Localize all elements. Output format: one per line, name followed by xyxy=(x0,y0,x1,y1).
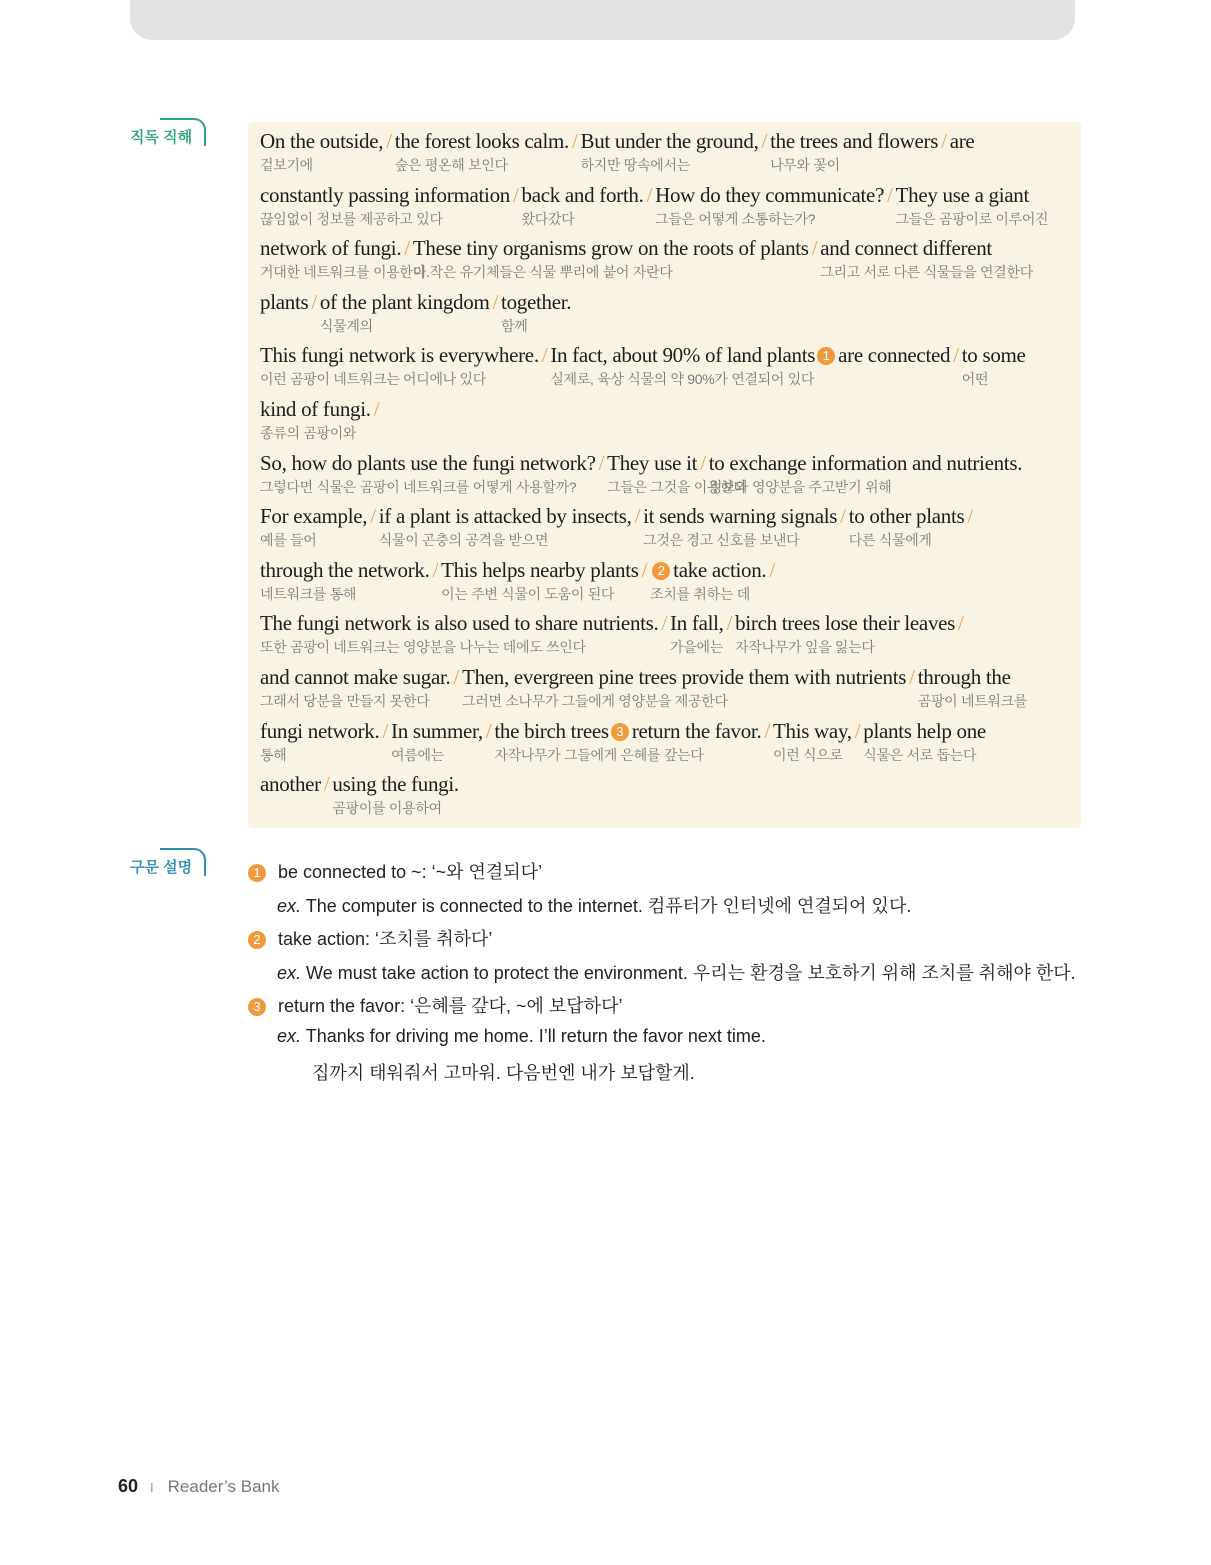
chunk xyxy=(580,129,759,173)
reading-line xyxy=(260,504,1029,558)
reading-line xyxy=(260,772,1029,826)
chunk xyxy=(848,504,965,549)
example-label: ex. xyxy=(277,962,302,983)
english-chunk: through the network. xyxy=(260,557,430,582)
english-chunk: are xyxy=(949,129,975,153)
slash-divider: / xyxy=(941,129,947,153)
slash-divider: / xyxy=(854,718,861,743)
reading-line xyxy=(260,236,1033,290)
slash-divider: / xyxy=(370,504,376,529)
slash-divider: / xyxy=(323,772,330,797)
chunk xyxy=(670,611,724,656)
marker-2-icon: 2 xyxy=(248,931,266,949)
note-phrase: be connected to ~: ‘~와 연결되다’ xyxy=(278,862,543,882)
top-header-bar xyxy=(130,0,1075,40)
section-tag-grammar xyxy=(130,848,206,876)
korean-translation: 그들은 그것을 이용한다 xyxy=(607,478,747,495)
korean-translation: 이런 곰팡이 네트워크는 어디에나 있다 xyxy=(260,371,486,388)
chunk xyxy=(260,504,368,549)
section-tag-label: 구문 설명 xyxy=(130,859,193,876)
chunk xyxy=(863,718,986,763)
english-chunk: to exchange information and nutrients. xyxy=(708,450,1023,475)
korean-translation: 그들은 곰팡이로 이루어진 xyxy=(895,210,1049,227)
slash-divider: / xyxy=(404,236,410,261)
note-phrase-row xyxy=(248,992,1076,1026)
korean-translation: 어떤 xyxy=(961,371,989,388)
slash-divider: / xyxy=(634,504,641,529)
english-chunk: In fall, xyxy=(670,611,724,636)
chunk xyxy=(319,289,490,334)
english-chunk: So, how do plants use the fungi network? xyxy=(260,450,596,475)
note-example-row xyxy=(248,959,1076,993)
english-chunk: network of fungi. xyxy=(260,236,402,261)
marker-3-icon: 3 xyxy=(611,723,629,741)
chunk xyxy=(770,129,939,173)
korean-translation: 곰팡이를 이용하여 xyxy=(332,800,442,817)
korean-translation: 그리고 서로 다른 식물들을 연결한다 xyxy=(820,264,1033,281)
english-chunk: constantly passing information xyxy=(260,182,510,207)
slash-divider: / xyxy=(661,611,668,636)
chunk xyxy=(501,289,572,334)
note-example-row xyxy=(248,1026,1076,1060)
english-chunk: take action. xyxy=(673,557,767,582)
english-chunk: together. xyxy=(501,289,572,314)
english-chunk: back and forth. xyxy=(521,182,644,207)
korean-translation: 그러면 소나무가 그들에게 영양분을 제공한다 xyxy=(462,692,728,709)
section-tag-label: 직독 직해 xyxy=(130,129,193,146)
reading-line xyxy=(260,719,1029,773)
korean-translation: 나무와 꽃이 xyxy=(770,157,840,173)
english-chunk: kind of fungi. xyxy=(260,396,371,421)
example-sentence: Thanks for driving me home. I’ll return the favor next time. xyxy=(305,1025,766,1046)
chunk xyxy=(521,182,644,227)
slash-divider: / xyxy=(386,129,392,153)
chunk xyxy=(332,772,459,817)
slash-divider: / xyxy=(953,343,959,368)
english-chunk: Then, evergreen pine trees provide them with nutrients xyxy=(462,664,907,689)
reading-line xyxy=(260,558,1029,612)
korean-translation: 겉보기에 xyxy=(260,157,313,173)
slash-divider: / xyxy=(958,611,964,636)
footer-separator: I xyxy=(150,1480,154,1495)
slash-divider: / xyxy=(492,289,499,314)
korean-translation: 통해 xyxy=(260,746,287,763)
chunk xyxy=(260,664,451,709)
grammar-notes xyxy=(248,858,1076,1093)
korean-translation: 그래서 당분을 만들지 못한다 xyxy=(260,692,430,709)
reading-line xyxy=(260,129,1029,183)
english-chunk: But under the ground, xyxy=(580,129,759,153)
book-title: Reader’s Bank xyxy=(167,1477,280,1496)
korean-translation: 이 작은 유기체들은 식물 뿌리에 붙어 자란다 xyxy=(412,264,673,281)
english-chunk: if a plant is attacked by insects, xyxy=(378,504,632,529)
english-chunk: In summer, xyxy=(391,718,483,743)
english-chunk: return the favor. xyxy=(631,718,762,743)
english-chunk: This fungi network is everywhere. xyxy=(260,343,539,368)
reading-line xyxy=(260,290,1029,344)
korean-translation: 그렇다면 식물은 곰팡이 네트워크를 어떻게 사용할까? xyxy=(260,478,577,495)
chunk xyxy=(260,236,430,281)
korean-translation: 정보와 영양분을 주고받기 위해 xyxy=(708,478,892,495)
section-tag-reading xyxy=(130,118,206,146)
chunk xyxy=(260,182,510,227)
english-chunk: the birch trees xyxy=(494,718,609,743)
chunk xyxy=(441,557,639,602)
chunk xyxy=(260,290,308,315)
note-phrase-row xyxy=(248,858,1076,892)
slash-divider: / xyxy=(541,343,548,368)
reading-line xyxy=(260,611,1029,665)
slash-divider: / xyxy=(761,129,768,153)
english-chunk: it sends warning signals xyxy=(643,504,838,529)
chunk xyxy=(378,504,632,549)
english-chunk: How do they communicate? xyxy=(655,182,885,207)
slash-divider: / xyxy=(641,557,648,582)
korean-translation: 이는 주변 식물이 도움이 된다 xyxy=(441,585,615,602)
english-chunk: plants help one xyxy=(863,718,986,743)
chunk xyxy=(607,450,747,495)
english-chunk: through the xyxy=(917,664,1011,689)
marker-2-icon: 2 xyxy=(652,562,670,580)
slash-divider: / xyxy=(840,504,846,529)
chunk xyxy=(708,450,1023,495)
slash-divider: / xyxy=(646,182,653,207)
english-chunk: These tiny organisms grow on the roots of plants xyxy=(412,236,809,261)
english-chunk: They use a giant xyxy=(895,182,1030,207)
reading-translation-box xyxy=(248,122,1081,828)
slash-divider: / xyxy=(382,718,388,743)
english-chunk: They use it xyxy=(607,450,698,475)
english-chunk: plants xyxy=(260,289,309,314)
english-chunk: This helps nearby plants xyxy=(441,557,639,582)
reading-line xyxy=(260,343,1029,397)
english-chunk: to some xyxy=(961,343,1026,368)
korean-translation: 왔다갔다 xyxy=(521,210,575,227)
english-chunk: are connected xyxy=(838,343,951,368)
slash-divider: / xyxy=(571,129,578,153)
slash-divider: / xyxy=(769,557,775,582)
korean-translation: 곰팡이 네트워크를 xyxy=(917,692,1028,709)
chunk xyxy=(820,236,1033,281)
korean-translation: 자작나무가 그들에게 은혜를 갚는다 xyxy=(494,746,704,763)
note-phrase: return the favor: ‘은혜를 갚다, ~에 보답하다’ xyxy=(278,996,623,1016)
reading-line xyxy=(260,397,1029,451)
slash-divider: / xyxy=(485,718,492,743)
chunk xyxy=(950,129,975,154)
slash-divider: / xyxy=(598,450,605,475)
example-label: ex. xyxy=(277,1025,302,1046)
chunk xyxy=(772,718,852,763)
reading-line xyxy=(260,182,1049,237)
note-translation-row: 집까지 태워줘서 고마워. 다음번엔 내가 보답할게. xyxy=(312,1063,695,1083)
page-footer xyxy=(118,1476,279,1497)
slash-divider: / xyxy=(512,182,519,207)
slash-divider: / xyxy=(311,289,317,314)
chunk xyxy=(494,718,762,763)
english-chunk: This way, xyxy=(772,718,852,743)
english-chunk: another xyxy=(260,772,321,797)
reading-line xyxy=(260,665,1029,719)
chunk xyxy=(260,129,384,173)
page-number: 60 xyxy=(118,1476,139,1496)
chunk xyxy=(412,236,809,281)
marker-3-icon: 3 xyxy=(248,998,266,1016)
note-phrase: take action: ‘조치를 취하다’ xyxy=(278,929,493,949)
korean-translation: 여름에는 xyxy=(391,746,444,763)
english-chunk: to other plants xyxy=(848,504,965,529)
slash-divider: / xyxy=(453,664,460,689)
reading-lines xyxy=(260,129,1049,826)
english-chunk: of the plant kingdom xyxy=(319,289,490,314)
slash-divider: / xyxy=(967,504,973,529)
chunk xyxy=(917,664,1028,709)
chunk xyxy=(260,557,430,602)
note-example-row xyxy=(248,892,1076,926)
korean-translation: 실제로, 육상 식물의 약 90%가 연결되어 있다 xyxy=(550,371,815,388)
english-chunk: the forest looks calm. xyxy=(394,129,569,153)
korean-translation: 그들은 어떻게 소통하는가? xyxy=(655,210,816,227)
note-phrase-row xyxy=(248,925,1076,959)
chunk xyxy=(394,129,569,173)
english-chunk: using the fungi. xyxy=(332,772,459,797)
korean-translation: 하지만 땅속에서는 xyxy=(580,157,690,173)
marker-1-icon: 1 xyxy=(248,864,266,882)
slash-divider: / xyxy=(373,396,380,421)
korean-translation: 가을에는 xyxy=(670,639,723,656)
chunk xyxy=(735,611,956,656)
english-chunk: and connect different xyxy=(820,236,992,261)
marker-1-icon: 1 xyxy=(817,347,835,365)
english-chunk: On the outside, xyxy=(260,129,384,153)
korean-translation: 또한 곰팡이 네트워크는 영양분을 나누는 데에도 쓰인다 xyxy=(260,639,586,656)
korean-translation: 조치를 취하는 데 xyxy=(650,585,750,602)
korean-translation: 함께 xyxy=(501,317,528,334)
korean-translation: 그것은 경고 신호를 보낸다 xyxy=(643,532,800,549)
english-chunk: and cannot make sugar. xyxy=(260,664,451,689)
korean-translation: 예를 들어 xyxy=(260,532,317,549)
slash-divider: / xyxy=(700,450,706,475)
chunk xyxy=(260,343,539,388)
english-chunk: For example, xyxy=(260,504,368,529)
korean-translation: 네트워크를 통해 xyxy=(260,585,357,602)
chunk xyxy=(650,557,767,602)
example-label: ex. xyxy=(277,895,302,916)
reading-line xyxy=(260,451,1029,505)
korean-translation: 식물은 서로 돕는다 xyxy=(863,746,977,763)
korean-translation: 식물계의 xyxy=(319,317,373,334)
chunk xyxy=(260,718,380,763)
slash-divider: / xyxy=(811,236,818,261)
example-sentence: We must take action to protect the environment. 우리는 환경을 보호하기 위해 조치를 취해야 한다. xyxy=(306,962,1076,983)
chunk xyxy=(260,450,596,495)
english-chunk: the trees and flowers xyxy=(770,129,939,153)
korean-translation: 자작나무가 잎을 잃는다 xyxy=(735,639,875,656)
slash-divider: / xyxy=(432,557,439,582)
slash-divider: / xyxy=(764,718,770,743)
english-chunk: birch trees lose their leaves xyxy=(735,611,956,636)
korean-translation: 종류의 곰팡이와 xyxy=(260,424,357,441)
slash-divider: / xyxy=(909,664,915,689)
korean-translation: 끊임없이 정보를 제공하고 있다 xyxy=(260,210,443,227)
example-sentence: The computer is connected to the internet. 컴퓨터가 인터넷에 연결되어 있다. xyxy=(305,895,912,916)
english-chunk: fungi network. xyxy=(260,718,380,743)
chunk xyxy=(895,182,1049,227)
korean-translation: 이런 식으로 xyxy=(772,746,843,763)
korean-translation: 식물이 곤충의 공격을 받으면 xyxy=(378,532,549,549)
chunk xyxy=(655,182,885,227)
slash-divider: / xyxy=(887,182,893,207)
chunk xyxy=(260,772,321,797)
chunk xyxy=(462,664,907,709)
chunk xyxy=(961,343,1026,388)
korean-translation: 숲은 평온해 보인다 xyxy=(394,157,508,173)
slash-divider: / xyxy=(726,611,733,636)
chunk xyxy=(260,396,371,441)
chunk xyxy=(391,718,483,763)
korean-translation: 거대한 네트워크를 이용한다. xyxy=(260,264,430,281)
chunk xyxy=(550,343,951,388)
korean-translation: 다른 식물에게 xyxy=(848,532,932,549)
english-chunk: In fact, about 90% of land plants xyxy=(550,343,816,368)
chunk xyxy=(260,611,659,656)
chunk xyxy=(643,504,838,549)
english-chunk: The fungi network is also used to share nutrients. xyxy=(260,611,659,636)
